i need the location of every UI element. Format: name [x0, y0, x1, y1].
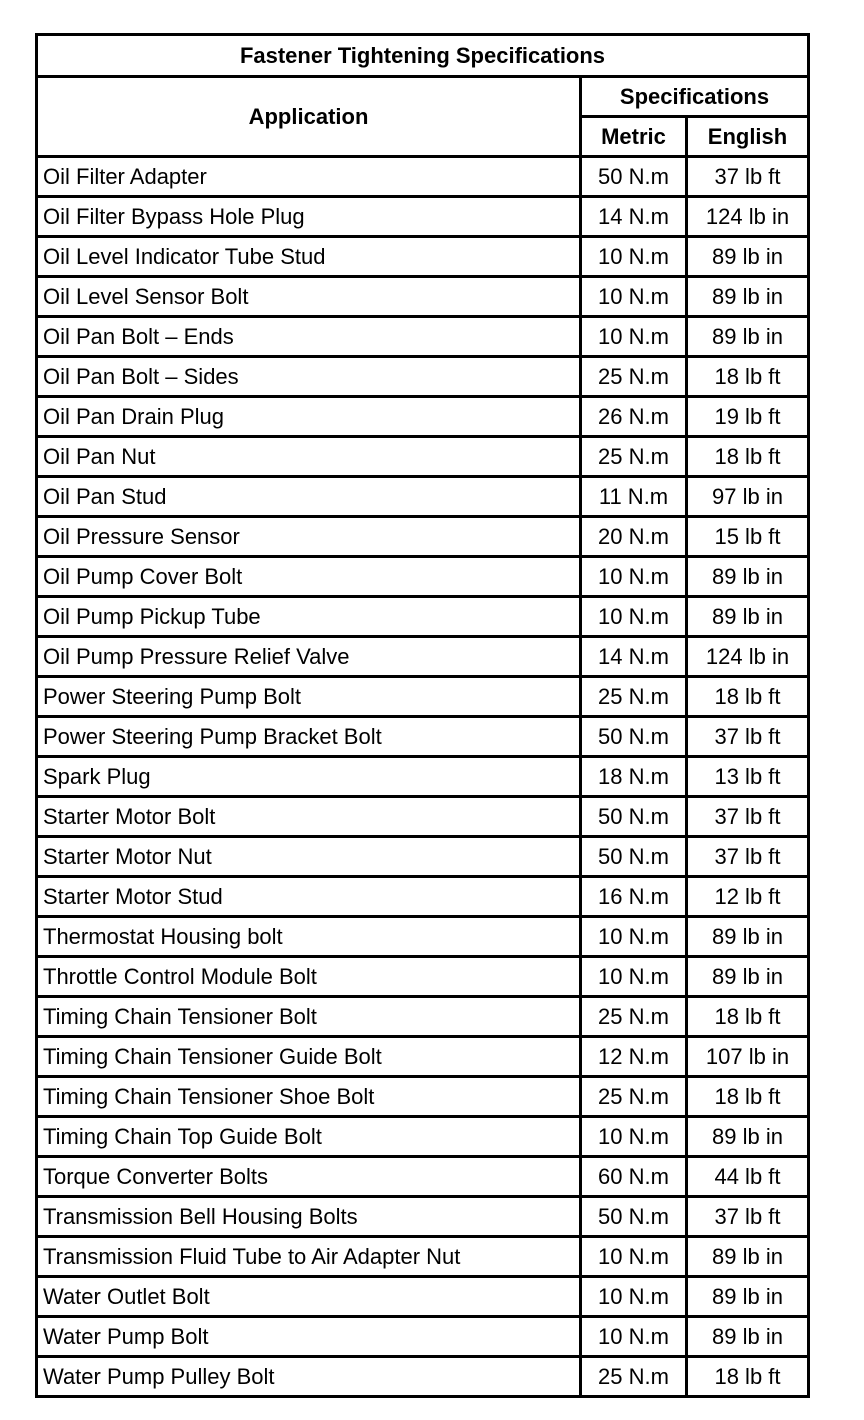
table-row: [37, 797, 809, 837]
table-row: [37, 237, 809, 277]
english-cell: 89 lb in: [687, 917, 809, 957]
metric-cell: 11 N.m: [581, 477, 687, 517]
english-cell: 13 lb ft: [687, 757, 809, 797]
application-cell: Oil Pan Drain Plug: [37, 397, 581, 437]
application-cell: Throttle Control Module Bolt: [37, 957, 581, 997]
table-row: [37, 957, 809, 997]
metric-cell: 50 N.m: [581, 837, 687, 877]
metric-cell: 10 N.m: [581, 957, 687, 997]
table-row: [37, 1037, 809, 1077]
table-row: [37, 717, 809, 757]
metric-cell: 10 N.m: [581, 1277, 687, 1317]
metric-cell: 26 N.m: [581, 397, 687, 437]
english-cell: 124 lb in: [687, 637, 809, 677]
table-row: [37, 317, 809, 357]
table-row: [37, 1117, 809, 1157]
english-cell: 15 lb ft: [687, 517, 809, 557]
application-cell: Power Steering Pump Bolt: [37, 677, 581, 717]
application-cell: Spark Plug: [37, 757, 581, 797]
application-cell: Transmission Bell Housing Bolts: [37, 1197, 581, 1237]
metric-cell: 25 N.m: [581, 1357, 687, 1397]
table-row: [37, 157, 809, 197]
table-row: [37, 917, 809, 957]
table-row: [37, 197, 809, 237]
english-cell: 44 lb ft: [687, 1157, 809, 1197]
table-row: [37, 757, 809, 797]
metric-cell: 14 N.m: [581, 637, 687, 677]
application-cell: Thermostat Housing bolt: [37, 917, 581, 957]
metric-cell: 12 N.m: [581, 1037, 687, 1077]
metric-cell: 20 N.m: [581, 517, 687, 557]
application-cell: Starter Motor Bolt: [37, 797, 581, 837]
english-header: English: [687, 117, 809, 157]
application-cell: Oil Filter Adapter: [37, 157, 581, 197]
application-cell: Starter Motor Nut: [37, 837, 581, 877]
table-row: [37, 357, 809, 397]
table-row: [37, 1077, 809, 1117]
english-cell: 89 lb in: [687, 557, 809, 597]
application-header: Application: [37, 77, 581, 157]
english-cell: 18 lb ft: [687, 357, 809, 397]
application-cell: Water Pump Bolt: [37, 1317, 581, 1357]
application-cell: Torque Converter Bolts: [37, 1157, 581, 1197]
application-cell: Oil Level Sensor Bolt: [37, 277, 581, 317]
metric-cell: 16 N.m: [581, 877, 687, 917]
english-cell: 37 lb ft: [687, 797, 809, 837]
table-row: [37, 597, 809, 637]
table-row: [37, 997, 809, 1037]
english-cell: 18 lb ft: [687, 677, 809, 717]
table-row: [37, 277, 809, 317]
english-cell: 89 lb in: [687, 237, 809, 277]
table-row: [37, 557, 809, 597]
english-cell: 89 lb in: [687, 1317, 809, 1357]
table-row: [37, 677, 809, 717]
metric-cell: 50 N.m: [581, 1197, 687, 1237]
metric-cell: 60 N.m: [581, 1157, 687, 1197]
table-row: [37, 517, 809, 557]
application-cell: Oil Filter Bypass Hole Plug: [37, 197, 581, 237]
metric-header: Metric: [581, 117, 687, 157]
application-cell: Oil Level Indicator Tube Stud: [37, 237, 581, 277]
metric-cell: 14 N.m: [581, 197, 687, 237]
metric-cell: 18 N.m: [581, 757, 687, 797]
table-row: [37, 477, 809, 517]
metric-cell: 10 N.m: [581, 237, 687, 277]
table-title-row: [37, 35, 809, 77]
metric-cell: 25 N.m: [581, 677, 687, 717]
application-cell: Timing Chain Top Guide Bolt: [37, 1117, 581, 1157]
english-cell: 124 lb in: [687, 197, 809, 237]
header-row-1: [37, 77, 809, 117]
english-cell: 89 lb in: [687, 1277, 809, 1317]
application-cell: Oil Pump Pressure Relief Valve: [37, 637, 581, 677]
english-cell: 89 lb in: [687, 1117, 809, 1157]
application-cell: Timing Chain Tensioner Guide Bolt: [37, 1037, 581, 1077]
english-cell: 37 lb ft: [687, 717, 809, 757]
table-row: [37, 877, 809, 917]
metric-cell: 10 N.m: [581, 1117, 687, 1157]
english-cell: 18 lb ft: [687, 997, 809, 1037]
application-cell: Oil Pan Bolt – Sides: [37, 357, 581, 397]
application-cell: Timing Chain Tensioner Bolt: [37, 997, 581, 1037]
metric-cell: 10 N.m: [581, 277, 687, 317]
english-cell: 19 lb ft: [687, 397, 809, 437]
application-cell: Timing Chain Tensioner Shoe Bolt: [37, 1077, 581, 1117]
table-row: [37, 1157, 809, 1197]
application-cell: Oil Pump Pickup Tube: [37, 597, 581, 637]
table-title: Fastener Tightening Specifications: [37, 35, 809, 77]
table-row: [37, 437, 809, 477]
application-cell: Oil Pan Nut: [37, 437, 581, 477]
metric-cell: 25 N.m: [581, 1077, 687, 1117]
english-cell: 37 lb ft: [687, 837, 809, 877]
english-cell: 97 lb in: [687, 477, 809, 517]
application-cell: Starter Motor Stud: [37, 877, 581, 917]
table-body: [37, 157, 809, 1397]
english-cell: 107 lb in: [687, 1037, 809, 1077]
english-cell: 18 lb ft: [687, 1077, 809, 1117]
table-row: [37, 1277, 809, 1317]
table-row: [37, 837, 809, 877]
application-cell: Oil Pump Cover Bolt: [37, 557, 581, 597]
metric-cell: 50 N.m: [581, 717, 687, 757]
application-cell: Oil Pan Stud: [37, 477, 581, 517]
metric-cell: 10 N.m: [581, 1317, 687, 1357]
metric-cell: 10 N.m: [581, 917, 687, 957]
application-cell: Power Steering Pump Bracket Bolt: [37, 717, 581, 757]
metric-cell: 50 N.m: [581, 157, 687, 197]
application-cell: Oil Pressure Sensor: [37, 517, 581, 557]
english-cell: 12 lb ft: [687, 877, 809, 917]
english-cell: 89 lb in: [687, 597, 809, 637]
application-cell: Transmission Fluid Tube to Air Adapter Nut: [37, 1237, 581, 1277]
metric-cell: 10 N.m: [581, 557, 687, 597]
specifications-header: Specifications: [581, 77, 809, 117]
english-cell: 89 lb in: [687, 957, 809, 997]
english-cell: 37 lb ft: [687, 157, 809, 197]
english-cell: 18 lb ft: [687, 437, 809, 477]
metric-cell: 10 N.m: [581, 1237, 687, 1277]
table-row: [37, 1197, 809, 1237]
table-row: [37, 397, 809, 437]
table-row: [37, 1237, 809, 1277]
table-row: [37, 1317, 809, 1357]
application-cell: Oil Pan Bolt – Ends: [37, 317, 581, 357]
metric-cell: 10 N.m: [581, 597, 687, 637]
table-row: [37, 637, 809, 677]
english-cell: 18 lb ft: [687, 1357, 809, 1397]
metric-cell: 25 N.m: [581, 997, 687, 1037]
metric-cell: 25 N.m: [581, 357, 687, 397]
application-cell: Water Pump Pulley Bolt: [37, 1357, 581, 1397]
metric-cell: 50 N.m: [581, 797, 687, 837]
metric-cell: 10 N.m: [581, 317, 687, 357]
fastener-spec-table: [35, 33, 810, 1398]
english-cell: 89 lb in: [687, 277, 809, 317]
english-cell: 89 lb in: [687, 317, 809, 357]
english-cell: 37 lb ft: [687, 1197, 809, 1237]
metric-cell: 25 N.m: [581, 437, 687, 477]
english-cell: 89 lb in: [687, 1237, 809, 1277]
table-row: [37, 1357, 809, 1397]
application-cell: Water Outlet Bolt: [37, 1277, 581, 1317]
